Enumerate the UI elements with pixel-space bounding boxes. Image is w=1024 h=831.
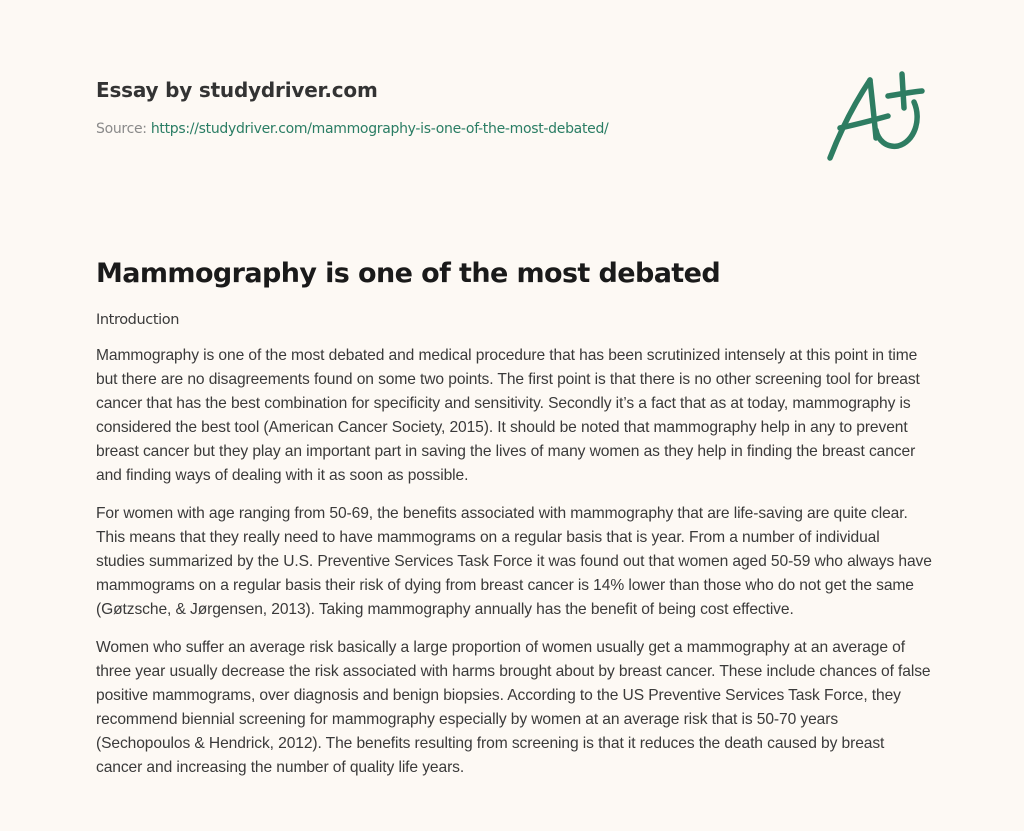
source-line <box>96 118 796 140</box>
paragraph: Mammography is one of the most debated and medical procedure that has been scrutinized intensely at this point in time but there are no disagreements found on some two points. The first point is that there is no other screening tool for breast cancer that has the best combination for specificity and sensitivity. Secondly it’s a fact that as at today, mammography is considered the best tool (American Cancer Society, 2015). It should be noted that mammography help in any to prevent breast cancer but they play an important part in saving the lives of many women as they help in finding the breast cancer and finding ways of dealing with it as soon as possible. <box>96 347 920 484</box>
source-link[interactable]: https://studydriver.com/mammography-is-one-of-the-most-debated/ <box>150 121 609 137</box>
source-label: Source: <box>96 121 151 137</box>
site-title: Essay by studydriver.com <box>96 78 378 102</box>
paragraph: Women who suffer an average risk basically a large proportion of women usually get a mammography at an average of three year usually decrease the risk associated with harms brought about by breast cancer. These include chances of false positive mammograms, over diagnosis and benign biopsies. According to the US Preventive Services Task Force, they recommend biennial screening for mammography especially by women at an average risk that is 50-70 years (Sechopoulos & Hendrick, 2012). The benefits resulting from screening is that it reduces the death caused by breast cancer and increasing the number of quality life years. <box>96 639 931 776</box>
article-title: Mammography is one of the most debated <box>96 258 721 289</box>
essay-article <box>96 252 932 780</box>
paragraph: For women with age ranging from 50-69, the benefits associated with mammography that are life-saving are quite clear. This means that they really need to have mammograms on a regular basis that is year. From a number of individual studies summarized by the U.S. Preventive Services Task Force it was found out that women aged 50-59 who always have mammograms on a regular basis their risk of dying from breast cancer is 14% lower than those who do not get the same (Gøtzsche, & Jørgensen, 2013). Taking mammography annually has the benefit of being cost effective. <box>96 505 932 618</box>
a-plus-grade-icon <box>818 64 934 170</box>
section-heading-introduction: Introduction <box>96 312 180 328</box>
essay-header <box>96 74 796 140</box>
